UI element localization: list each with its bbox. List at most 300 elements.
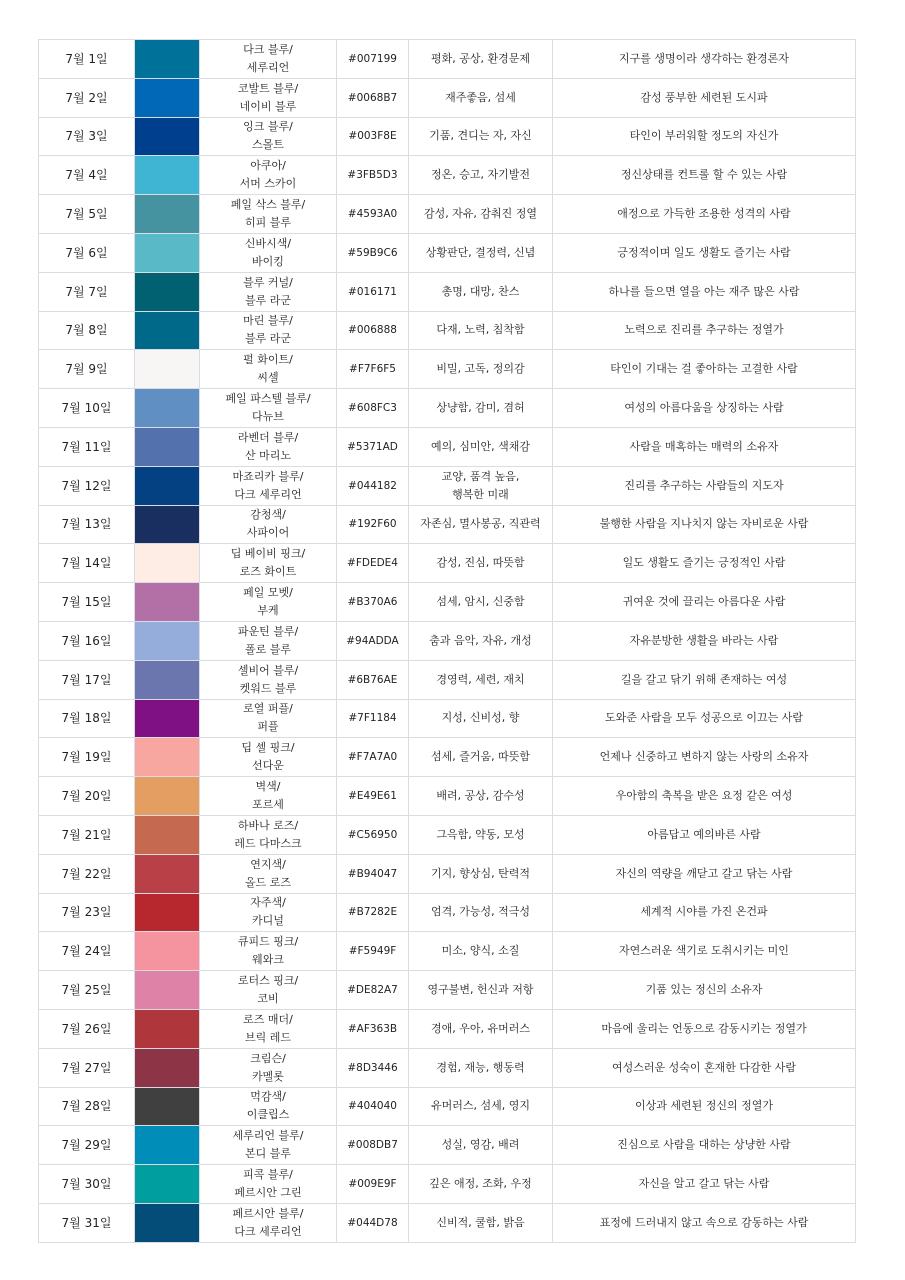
keywords-cell xyxy=(409,389,553,428)
color-swatch xyxy=(135,1165,200,1204)
keywords-cell xyxy=(409,427,553,466)
keywords-line-1: 신비적, 쿨함, 밝음 xyxy=(436,1215,525,1229)
color-name-line-1: 페일 모벳/ xyxy=(243,586,293,600)
keywords-cell xyxy=(409,195,553,234)
table-row xyxy=(39,1048,856,1087)
color-name-cell xyxy=(200,311,337,350)
date-cell: 7월 11일 xyxy=(39,427,135,466)
color-name-line-2: 부케 xyxy=(257,604,279,618)
color-name-line-1: 코발트 블루/ xyxy=(237,81,299,95)
date-cell: 7월 25일 xyxy=(39,971,135,1010)
date-cell: 7월 6일 xyxy=(39,233,135,272)
keywords-line-1: 영구불변, 헌신과 저항 xyxy=(427,983,534,997)
color-swatch xyxy=(135,1048,200,1087)
keywords-line-1: 섬세, 암시, 신중함 xyxy=(436,595,525,609)
table-row xyxy=(39,971,856,1010)
table-row xyxy=(39,854,856,893)
color-name-cell xyxy=(200,117,337,156)
color-name-cell xyxy=(200,660,337,699)
keywords-cell xyxy=(409,272,553,311)
color-name-line-1: 세루리언 블루/ xyxy=(232,1129,304,1143)
description-cell: 지구를 생명이라 생각하는 환경론자 xyxy=(553,40,856,79)
keywords-line-1: 유머러스, 섬세, 영지 xyxy=(431,1099,530,1113)
color-name-line-1: 셀비어 블루/ xyxy=(237,663,299,677)
table-row xyxy=(39,621,856,660)
color-name-line-2: 씨셀 xyxy=(257,371,279,385)
keywords-cell xyxy=(409,854,553,893)
keywords-cell xyxy=(409,1165,553,1204)
date-cell: 7월 27일 xyxy=(39,1048,135,1087)
keywords-cell xyxy=(409,971,553,1010)
color-name-cell xyxy=(200,777,337,816)
color-name-cell xyxy=(200,1087,337,1126)
color-name-line-1: 로열 퍼플/ xyxy=(243,702,293,716)
date-cell: 7월 9일 xyxy=(39,350,135,389)
color-swatch xyxy=(135,1087,200,1126)
keywords-cell xyxy=(409,1048,553,1087)
table-row xyxy=(39,1165,856,1204)
table-row xyxy=(39,311,856,350)
color-name-cell xyxy=(200,815,337,854)
hex-code-cell: #4593A0 xyxy=(337,195,409,234)
color-swatch xyxy=(135,1203,200,1242)
hex-code-cell: #AF363B xyxy=(337,1009,409,1048)
description-cell: 일도 생활도 즐기는 긍정적인 사람 xyxy=(553,544,856,583)
hex-code-cell: #F7A7A0 xyxy=(337,738,409,777)
keywords-cell xyxy=(409,544,553,583)
color-name-line-2: 브릭 레드 xyxy=(244,1030,291,1044)
description-cell: 여성스러운 성숙이 혼재한 다감한 사람 xyxy=(553,1048,856,1087)
color-name-cell xyxy=(200,233,337,272)
date-cell: 7월 22일 xyxy=(39,854,135,893)
description-cell: 정신상태를 컨트롤 할 수 있는 사람 xyxy=(553,156,856,195)
color-name-cell xyxy=(200,583,337,622)
date-cell: 7월 18일 xyxy=(39,699,135,738)
color-name-cell xyxy=(200,1048,337,1087)
color-name-line-1: 딥 셸 핑크/ xyxy=(241,741,295,755)
description-cell: 감성 풍부한 세련된 도시파 xyxy=(553,78,856,117)
keywords-line-1: 기지, 향상심, 탄력적 xyxy=(431,866,530,880)
hex-code-cell: #B7282E xyxy=(337,893,409,932)
hex-code-cell: #DE82A7 xyxy=(337,971,409,1010)
table-row xyxy=(39,195,856,234)
keywords-cell xyxy=(409,117,553,156)
keywords-line-1: 자존심, 멸사봉공, 직관력 xyxy=(420,517,541,531)
hex-code-cell: #016171 xyxy=(337,272,409,311)
table-row xyxy=(39,932,856,971)
date-cell: 7월 10일 xyxy=(39,389,135,428)
keywords-line-1: 경험, 재능, 행동력 xyxy=(436,1060,525,1074)
keywords-line-1: 상냥함, 감미, 겸허 xyxy=(436,401,525,415)
hex-code-cell: #B94047 xyxy=(337,854,409,893)
color-name-line-2: 이클립스 xyxy=(246,1108,290,1122)
keywords-line-1: 깊은 애정, 조화, 우정 xyxy=(429,1177,532,1190)
keywords-line-1: 총명, 대망, 찬스 xyxy=(441,284,520,298)
date-cell: 7월 14일 xyxy=(39,544,135,583)
color-name-cell xyxy=(200,389,337,428)
color-swatch xyxy=(135,660,200,699)
color-name-cell xyxy=(200,621,337,660)
color-swatch xyxy=(135,311,200,350)
date-cell: 7월 4일 xyxy=(39,156,135,195)
table-row xyxy=(39,427,856,466)
keywords-line-1: 그윽함, 약동, 모성 xyxy=(436,827,525,841)
date-cell: 7월 29일 xyxy=(39,1126,135,1165)
date-cell: 7월 21일 xyxy=(39,815,135,854)
hex-code-cell: #009E9F xyxy=(337,1165,409,1204)
keywords-line-1: 교양, 품격 높음, xyxy=(441,469,520,483)
color-name-line-2: 로즈 화이트 xyxy=(239,565,297,579)
color-name-line-1: 펄 화이트/ xyxy=(243,353,293,367)
description-cell: 아름답고 예의바른 사람 xyxy=(553,815,856,854)
keywords-cell xyxy=(409,932,553,971)
color-name-line-2: 포르세 xyxy=(252,798,284,812)
table-row xyxy=(39,233,856,272)
description-cell: 여성의 아름다움을 상징하는 사람 xyxy=(553,389,856,428)
color-name-line-1: 신바시색/ xyxy=(244,236,292,250)
color-name-line-2: 코비 xyxy=(257,992,279,1006)
color-name-line-1: 연지색/ xyxy=(250,857,286,871)
color-name-cell xyxy=(200,1126,337,1165)
keywords-cell xyxy=(409,1087,553,1126)
date-cell: 7월 13일 xyxy=(39,505,135,544)
color-swatch xyxy=(135,78,200,117)
hex-code-cell: #E49E61 xyxy=(337,777,409,816)
color-swatch xyxy=(135,195,200,234)
keywords-line-1: 섬세, 즐거움, 따뜻함 xyxy=(431,750,530,764)
date-cell: 7월 12일 xyxy=(39,466,135,505)
color-name-line-1: 아쿠아/ xyxy=(250,159,286,173)
keywords-line-1: 성실, 영감, 배려 xyxy=(441,1138,520,1152)
color-name-line-1: 큐피드 핑크/ xyxy=(237,935,299,949)
date-cell: 7월 15일 xyxy=(39,583,135,622)
keywords-cell xyxy=(409,738,553,777)
color-swatch xyxy=(135,893,200,932)
hex-code-cell: #608FC3 xyxy=(337,389,409,428)
hex-code-cell: #007199 xyxy=(337,40,409,79)
table-body xyxy=(39,40,856,1243)
table-row xyxy=(39,1087,856,1126)
color-name-line-2: 본디 블루 xyxy=(244,1147,291,1161)
color-name-cell xyxy=(200,78,337,117)
table-row xyxy=(39,777,856,816)
table-row xyxy=(39,156,856,195)
date-cell: 7월 16일 xyxy=(39,621,135,660)
color-name-line-1: 자주색/ xyxy=(250,896,286,910)
color-name-cell xyxy=(200,505,337,544)
color-name-line-2: 히피 블루 xyxy=(244,216,291,230)
keywords-cell xyxy=(409,466,553,505)
hex-code-cell: #94ADDA xyxy=(337,621,409,660)
hex-code-cell: #F5949F xyxy=(337,932,409,971)
color-name-cell xyxy=(200,854,337,893)
color-name-cell xyxy=(200,350,337,389)
date-cell: 7월 5일 xyxy=(39,195,135,234)
color-name-line-2: 페르시안 그린 xyxy=(234,1186,302,1199)
hex-code-cell: #044D78 xyxy=(337,1203,409,1242)
keywords-line-2: 행복한 미래 xyxy=(452,487,509,501)
color-swatch xyxy=(135,272,200,311)
date-cell: 7월 26일 xyxy=(39,1009,135,1048)
keywords-line-1: 상황판단, 결정력, 신념 xyxy=(425,245,536,259)
keywords-line-1: 경애, 우아, 유머러스 xyxy=(431,1021,530,1035)
description-cell: 우아함의 축복을 받은 요정 같은 여성 xyxy=(553,777,856,816)
hex-code-cell: #008DB7 xyxy=(337,1126,409,1165)
color-name-line-2: 다크 세루리언 xyxy=(234,487,302,501)
color-name-line-1: 블루 커널/ xyxy=(243,275,293,289)
color-name-line-1: 페르시안 블루/ xyxy=(232,1206,304,1220)
date-cell: 7월 20일 xyxy=(39,777,135,816)
date-cell: 7월 2일 xyxy=(39,78,135,117)
color-name-line-2: 카멜롯 xyxy=(252,1069,284,1083)
description-cell: 도와준 사람을 모두 성공으로 이끄는 사람 xyxy=(553,699,856,738)
hex-code-cell: #8D3446 xyxy=(337,1048,409,1087)
color-name-line-1: 로터스 핑크/ xyxy=(237,974,299,988)
keywords-line-1: 춤과 음악, 자유, 개성 xyxy=(429,633,532,647)
color-swatch xyxy=(135,156,200,195)
color-name-line-1: 벽색/ xyxy=(255,780,281,794)
color-name-cell xyxy=(200,971,337,1010)
description-cell: 하나를 들으면 열을 아는 재주 많은 사람 xyxy=(553,272,856,311)
color-name-cell xyxy=(200,738,337,777)
keywords-line-1: 비밀, 고독, 정의감 xyxy=(436,362,525,376)
keywords-line-1: 배려, 공상, 감수성 xyxy=(436,789,525,803)
hex-code-cell: #5371AD xyxy=(337,427,409,466)
birth-color-table xyxy=(38,39,856,1243)
color-name-line-1: 페일 파스텔 블루/ xyxy=(225,392,311,406)
table-row xyxy=(39,1203,856,1242)
description-cell: 귀여운 것에 끌리는 아름다운 사람 xyxy=(553,583,856,622)
color-swatch xyxy=(135,699,200,738)
color-name-line-1: 딥 베이비 핑크/ xyxy=(230,547,306,561)
date-cell: 7월 3일 xyxy=(39,117,135,156)
color-name-line-1: 마죠리카 블루/ xyxy=(232,469,304,483)
keywords-line-1: 감성, 자유, 감춰진 정열 xyxy=(423,207,538,221)
color-swatch xyxy=(135,777,200,816)
hex-code-cell: #6B76AE xyxy=(337,660,409,699)
keywords-cell xyxy=(409,777,553,816)
color-name-cell xyxy=(200,272,337,311)
description-cell: 자신의 역량을 깨닫고 갈고 닦는 사람 xyxy=(553,854,856,893)
keywords-line-1: 지성, 신비성, 향 xyxy=(441,711,520,725)
description-cell: 자연스러운 색기로 도취시키는 미인 xyxy=(553,932,856,971)
hex-code-cell: #C56950 xyxy=(337,815,409,854)
hex-code-cell: #044182 xyxy=(337,466,409,505)
description-cell: 이상과 세련된 정신의 정열가 xyxy=(553,1087,856,1126)
description-cell: 불행한 사람을 지나치지 않는 자비로운 사람 xyxy=(553,505,856,544)
hex-code-cell: #003F8E xyxy=(337,117,409,156)
keywords-line-1: 미소, 양식, 소질 xyxy=(441,944,520,958)
color-name-cell xyxy=(200,699,337,738)
color-name-cell xyxy=(200,1009,337,1048)
table-row xyxy=(39,272,856,311)
date-cell: 7월 1일 xyxy=(39,40,135,79)
keywords-cell xyxy=(409,699,553,738)
color-name-line-2: 올드 로즈 xyxy=(244,875,291,889)
keywords-cell xyxy=(409,583,553,622)
table-row xyxy=(39,699,856,738)
color-name-line-2: 폴로 블루 xyxy=(244,642,291,656)
description-cell: 기품 있는 정신의 소유자 xyxy=(553,971,856,1010)
table-row xyxy=(39,505,856,544)
description-cell: 자유분방한 생활을 바라는 사람 xyxy=(553,621,856,660)
keywords-cell xyxy=(409,660,553,699)
color-name-line-1: 마린 블루/ xyxy=(243,314,293,328)
keywords-line-1: 감성, 진심, 따뜻함 xyxy=(436,556,525,570)
color-swatch xyxy=(135,971,200,1010)
description-cell: 표정에 드러내지 않고 속으로 감동하는 사람 xyxy=(553,1203,856,1242)
table-row xyxy=(39,466,856,505)
color-swatch xyxy=(135,932,200,971)
hex-code-cell: #B370A6 xyxy=(337,583,409,622)
color-name-line-2: 네이비 블루 xyxy=(239,99,297,113)
color-name-cell xyxy=(200,40,337,79)
hex-code-cell: #0068B7 xyxy=(337,78,409,117)
table-row xyxy=(39,78,856,117)
color-name-line-1: 하바나 로즈/ xyxy=(237,818,299,832)
date-cell: 7월 24일 xyxy=(39,932,135,971)
date-cell: 7월 7일 xyxy=(39,272,135,311)
hex-code-cell: #F7F6F5 xyxy=(337,350,409,389)
description-cell: 언제나 신중하고 변하지 않는 사랑의 소유자 xyxy=(553,738,856,777)
table-row xyxy=(39,660,856,699)
keywords-cell xyxy=(409,233,553,272)
keywords-line-1: 정온, 승고, 자기발전 xyxy=(431,168,530,182)
table-row xyxy=(39,583,856,622)
color-name-line-1: 라벤더 블루/ xyxy=(237,430,299,444)
table-row xyxy=(39,893,856,932)
table-row xyxy=(39,1126,856,1165)
description-cell: 진심으로 사람을 대하는 상냥한 사람 xyxy=(553,1126,856,1165)
description-cell: 사람을 매혹하는 매력의 소유자 xyxy=(553,427,856,466)
color-name-line-2: 블루 라군 xyxy=(244,293,291,307)
description-cell: 긍정적이며 일도 생활도 즐기는 사람 xyxy=(553,233,856,272)
color-name-cell xyxy=(200,156,337,195)
color-name-line-2: 블루 라군 xyxy=(244,332,291,346)
color-name-line-1: 다크 블루/ xyxy=(243,42,293,56)
color-swatch xyxy=(135,466,200,505)
table-row xyxy=(39,389,856,428)
table-row xyxy=(39,1009,856,1048)
color-name-line-1: 먹감색/ xyxy=(250,1090,286,1104)
keywords-cell xyxy=(409,1126,553,1165)
table-row xyxy=(39,350,856,389)
keywords-cell xyxy=(409,893,553,932)
color-name-line-2: 다크 세루리언 xyxy=(234,1224,302,1238)
color-name-line-2: 바이킹 xyxy=(252,254,284,268)
keywords-cell xyxy=(409,1203,553,1242)
keywords-line-1: 기품, 견디는 자, 자신 xyxy=(429,129,532,143)
keywords-cell xyxy=(409,621,553,660)
hex-code-cell: #3FB5D3 xyxy=(337,156,409,195)
date-cell: 7월 17일 xyxy=(39,660,135,699)
color-swatch xyxy=(135,427,200,466)
date-cell: 7월 30일 xyxy=(39,1165,135,1204)
keywords-cell xyxy=(409,40,553,79)
color-swatch xyxy=(135,389,200,428)
color-name-line-1: 파운틴 블루/ xyxy=(237,624,299,638)
color-name-cell xyxy=(200,544,337,583)
color-name-cell xyxy=(200,427,337,466)
table-row xyxy=(39,815,856,854)
description-cell: 진리를 추구하는 사람들의 지도자 xyxy=(553,466,856,505)
keywords-line-1: 예의, 심미안, 색채감 xyxy=(431,439,530,453)
color-name-line-2: 레드 다마스크 xyxy=(234,836,302,850)
color-swatch xyxy=(135,1009,200,1048)
color-name-line-2: 켓워드 블루 xyxy=(239,681,297,695)
color-name-line-2: 서머 스카이 xyxy=(239,177,297,191)
color-swatch xyxy=(135,621,200,660)
color-swatch xyxy=(135,544,200,583)
color-name-line-2: 세루리언 xyxy=(246,60,290,74)
table-row xyxy=(39,544,856,583)
description-cell: 노력으로 진리를 추구하는 정열가 xyxy=(553,311,856,350)
table-row xyxy=(39,117,856,156)
keywords-cell xyxy=(409,156,553,195)
date-cell: 7월 23일 xyxy=(39,893,135,932)
date-cell: 7월 8일 xyxy=(39,311,135,350)
description-cell: 길을 갈고 닦기 위해 존재하는 여성 xyxy=(553,660,856,699)
hex-code-cell: #006888 xyxy=(337,311,409,350)
color-name-cell xyxy=(200,1165,337,1204)
color-name-cell xyxy=(200,932,337,971)
keywords-cell xyxy=(409,815,553,854)
color-name-cell xyxy=(200,195,337,234)
color-name-line-2: 산 마리노 xyxy=(244,448,291,462)
description-cell: 타인이 부러워할 정도의 자신가 xyxy=(553,117,856,156)
color-name-line-2: 사파이어 xyxy=(246,526,290,540)
color-name-line-2: 선다운 xyxy=(252,759,284,773)
color-name-line-2: 웨와크 xyxy=(252,953,284,967)
color-name-line-1: 잉크 블루/ xyxy=(243,120,293,134)
keywords-cell xyxy=(409,311,553,350)
date-cell: 7월 28일 xyxy=(39,1087,135,1126)
color-name-line-2: 다뉴브 xyxy=(252,410,284,424)
color-swatch xyxy=(135,583,200,622)
keywords-cell xyxy=(409,350,553,389)
color-swatch xyxy=(135,815,200,854)
keywords-cell xyxy=(409,1009,553,1048)
table-row xyxy=(39,40,856,79)
date-cell: 7월 19일 xyxy=(39,738,135,777)
description-cell: 마음에 울리는 언동으로 감동시키는 정열가 xyxy=(553,1009,856,1048)
color-name-cell xyxy=(200,466,337,505)
color-name-line-1: 크림슨/ xyxy=(250,1051,286,1065)
color-name-line-1: 감청색/ xyxy=(250,508,286,522)
color-swatch xyxy=(135,854,200,893)
keywords-line-1: 엄격, 가능성, 적극성 xyxy=(431,905,530,919)
color-swatch xyxy=(135,40,200,79)
color-swatch xyxy=(135,233,200,272)
hex-code-cell: #59B9C6 xyxy=(337,233,409,272)
color-swatch xyxy=(135,350,200,389)
color-name-line-2: 스몰트 xyxy=(252,138,284,152)
color-swatch xyxy=(135,1126,200,1165)
color-swatch xyxy=(135,505,200,544)
hex-code-cell: #FDEDE4 xyxy=(337,544,409,583)
color-swatch xyxy=(135,117,200,156)
color-name-cell xyxy=(200,1203,337,1242)
keywords-cell xyxy=(409,78,553,117)
keywords-line-1: 경영력, 세련, 재치 xyxy=(436,672,525,686)
hex-code-cell: #404040 xyxy=(337,1087,409,1126)
table-row xyxy=(39,738,856,777)
color-name-line-2: 퍼플 xyxy=(257,720,279,734)
hex-code-cell: #7F1184 xyxy=(337,699,409,738)
color-swatch xyxy=(135,738,200,777)
keywords-line-1: 평화, 공상, 환경문제 xyxy=(431,51,530,65)
description-cell: 자신을 알고 갈고 닦는 사람 xyxy=(553,1165,856,1204)
